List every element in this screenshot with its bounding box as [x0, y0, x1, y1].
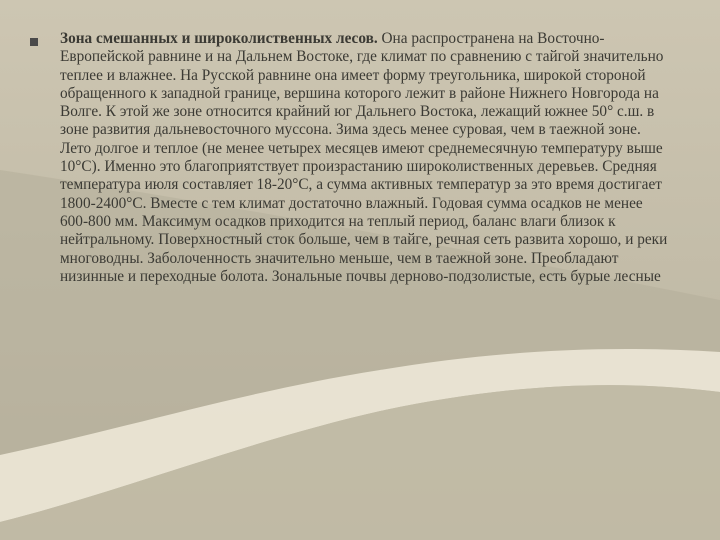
paragraph-body: Она распространена на Восточно-Европейской равнине и на Дальнем Востоке, где климат по сравнению с тайгой значительно теплее и влажнее. На Русской равнине она имеет форму треугольника, широкой стороной обращенного к западной границе, вершина которого лежит в районе Нижнего Новгорода на Волге. К этой же зоне относится крайний юг Дальнего Востока, лежащий южнее 50° с.ш. в зоне развития дальневосточного муссона. Зима здесь менее суровая, чем в таежной зоне. Лето долгое и теплое (не менее четырех месяцев имеют среднемесячную температуру выше 10°С). Именно это благоприятствует произрастанию широколиственных деревьев. Средняя температура июля составляет 18-20°С, а сумма активных температур за это время достигает 1800-2400°С. Вместе с тем климат достаточно влажный. Годовая сумма осадков не менее 600-800 мм. Максимум осадков приходится на теплый период, баланс влаги близок к нейтральному. Поверхностный сток больше, чем в тайге, речная сеть развита хорошо, и реки многоводны. Заболоченность значительно меньше, чем в таежной зоне. Преобладают низинные и переходные болота. Зональные почвы дерново-подзолистые, есть бурые лесные [60, 30, 668, 285]
square-bullet-icon [30, 38, 38, 46]
paragraph-heading: Зона смешанных и широколиственных лесов. [60, 30, 378, 47]
paragraph-text [60, 30, 670, 286]
bullet-item [30, 30, 690, 286]
content-area [30, 30, 690, 286]
